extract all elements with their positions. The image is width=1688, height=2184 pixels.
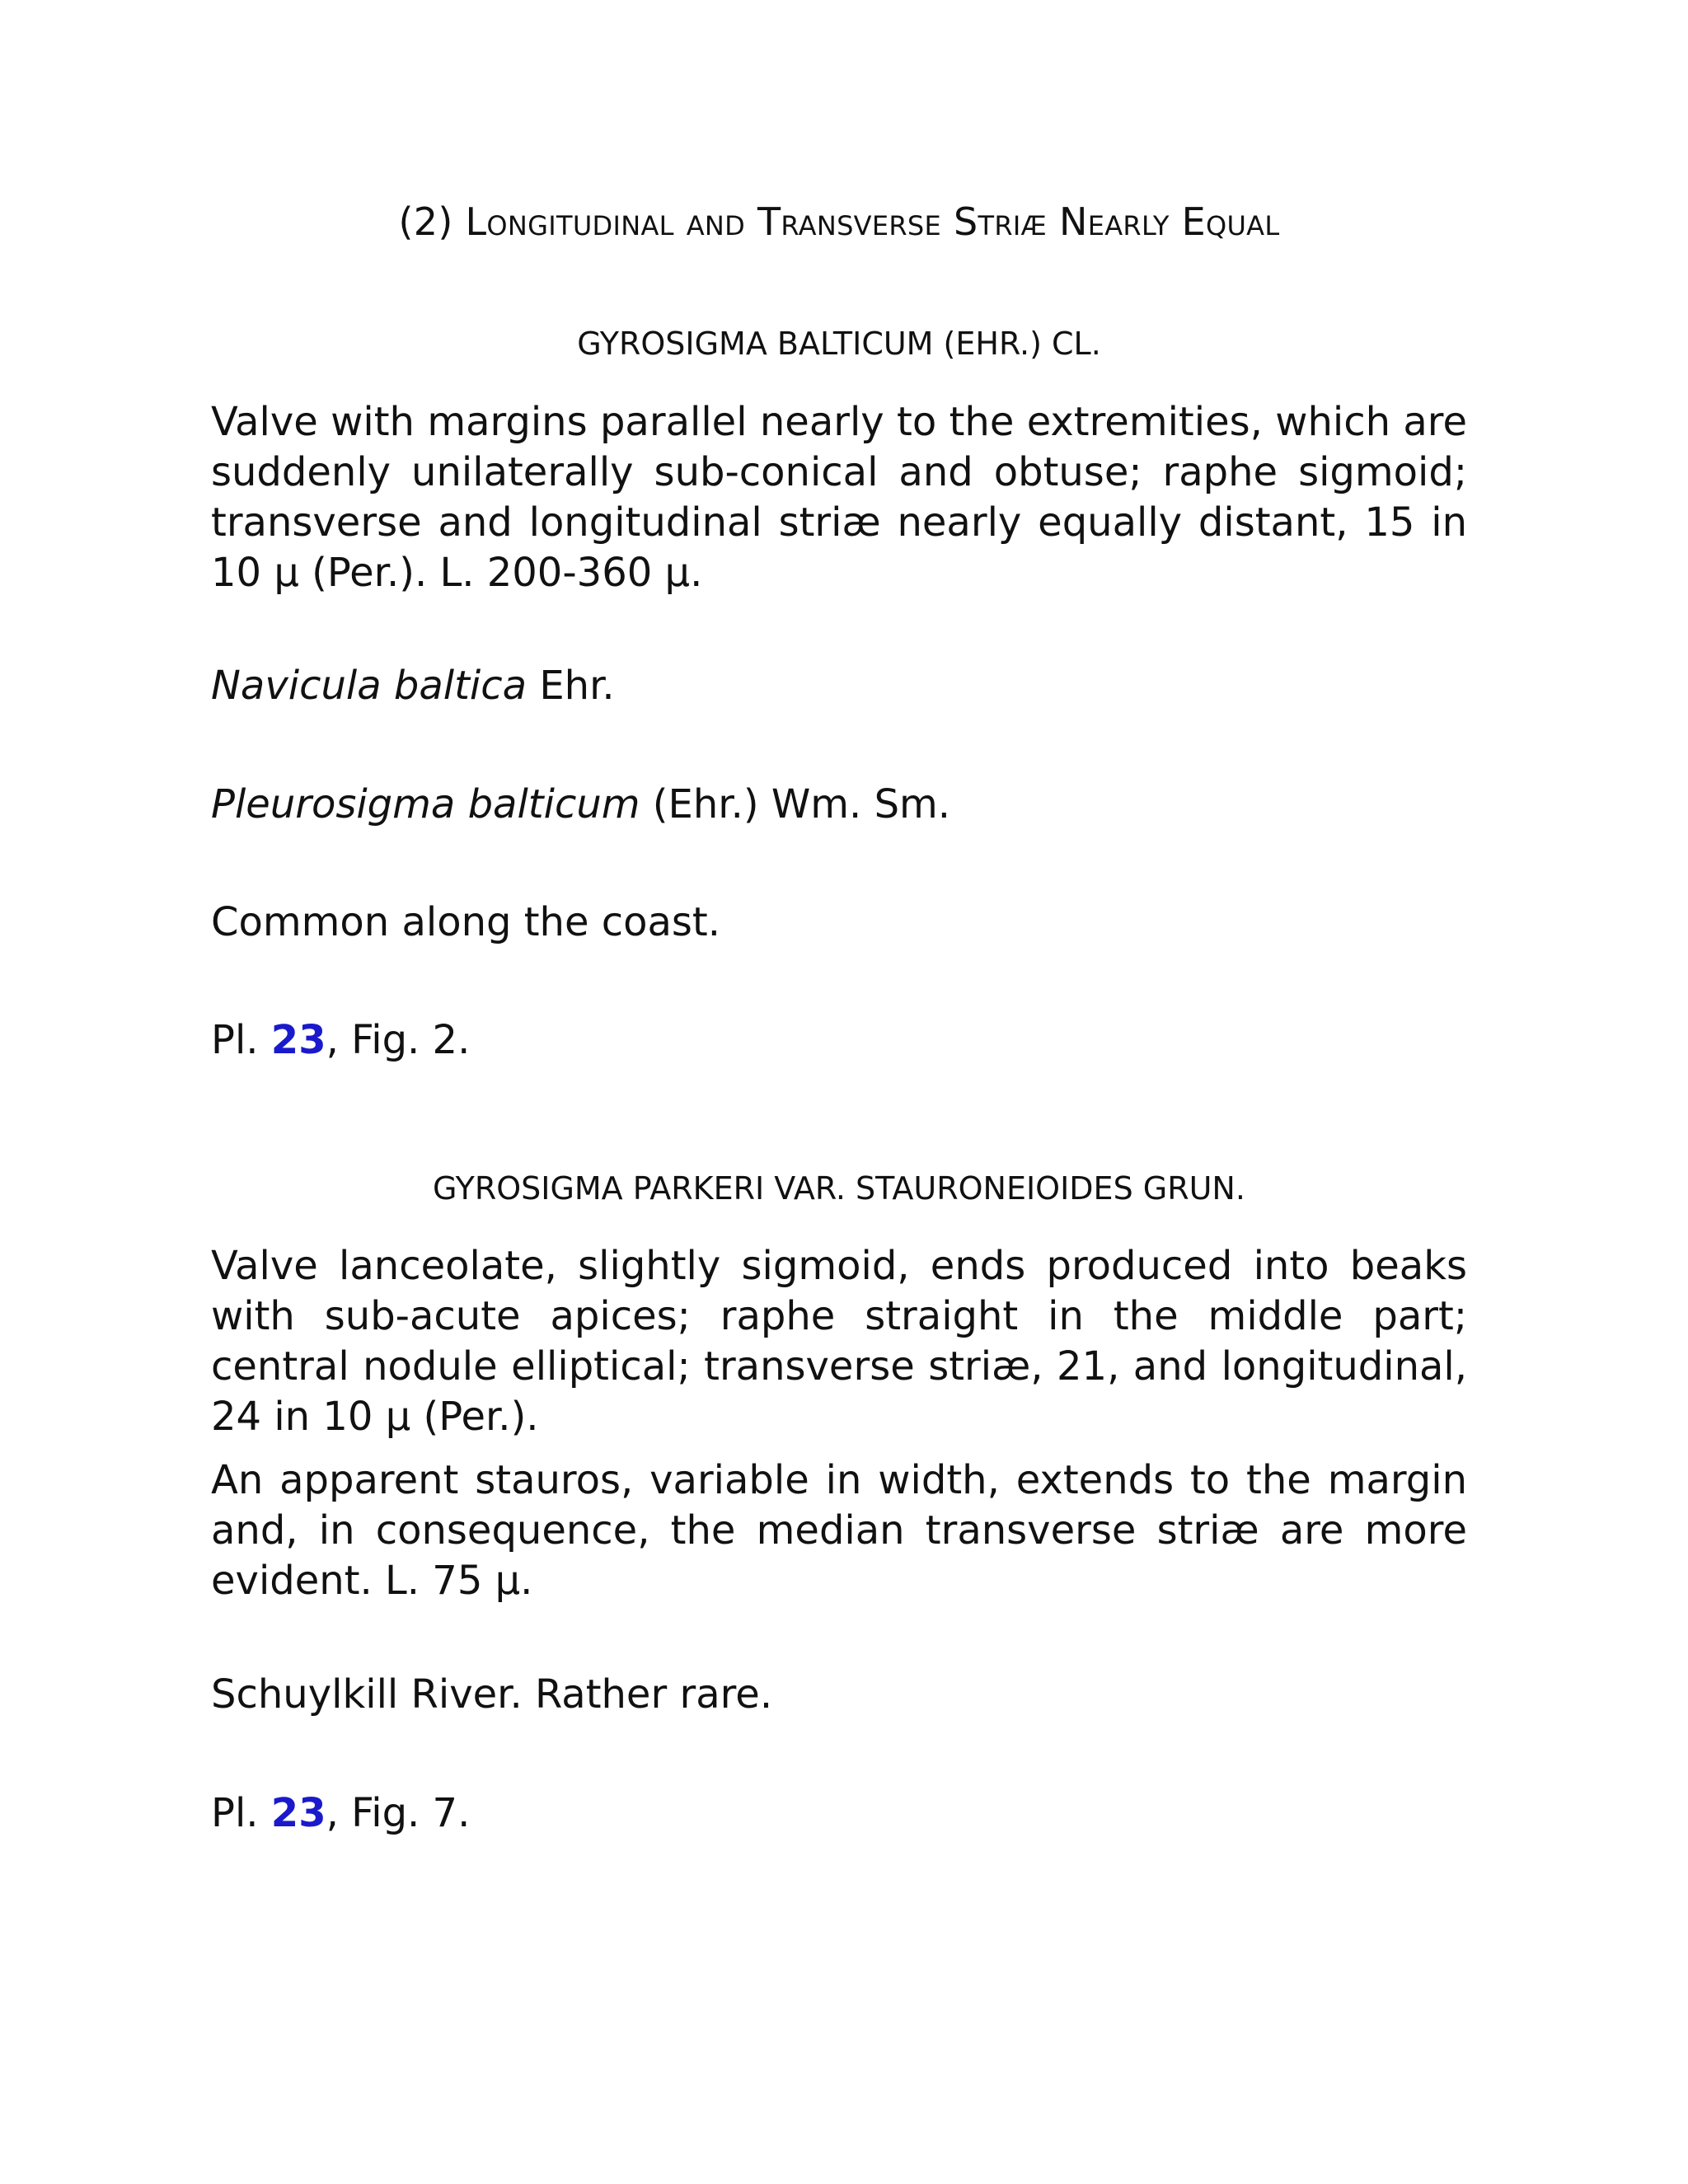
species-description: Valve with margins parallel nearly to the extremities, which are suddenly unilaterally sub-conical and obtuse; raphe sigmoid; transverse and longitudinal striæ nearly equally distant, 15 in 10 µ (Per.). L. 200-360 µ. [211,399,1467,596]
plate-link[interactable]: 23 [270,1017,326,1063]
plate-reference [211,1788,1467,1839]
plate-reference [211,1015,1467,1066]
synonym-name: Pleurosigma balticum [211,781,640,827]
plate-link[interactable]: 23 [270,1790,326,1836]
species-heading-parkeri: GYROSIGMA PARKERI VAR. STAURONEIOIDES GRUN. [433,1170,1245,1207]
synonym-authority: (Ehr.) Wm. Sm. [640,781,951,827]
species-heading-baltica: GYROSIGMA BALTICUM (EHR.) CL. [577,326,1101,362]
species-description: Valve lanceolate, slightly sigmoid, ends produced into beaks with sub-acute apices; raphe straight in the middle part; central nodule elliptical; transverse striæ, 21, and longitudinal, 24 in 10 µ (Per.). [211,1243,1467,1440]
habitat-text: Schuylkill River. Rather rare. [211,1671,773,1718]
section-heading: (2) Longitudinal and Transverse Striæ Nearly Equal [398,199,1280,244]
habitat-text: Common along the coast. [211,899,720,945]
synonym-authority: Ehr. [527,663,615,709]
plate-suffix: , Fig. 2. [326,1017,471,1063]
species-note: An apparent stauros, variable in width, extends to the margin and, in consequence, the median transverse striæ are more evident. L. 75 µ. [211,1457,1467,1604]
synonym-line [211,780,1467,830]
plate-prefix: Pl. [211,1790,271,1836]
synonym-name: Navicula baltica [211,663,528,709]
synonym-line [211,661,1467,711]
plate-prefix: Pl. [211,1017,271,1063]
plate-suffix: , Fig. 7. [326,1790,471,1836]
